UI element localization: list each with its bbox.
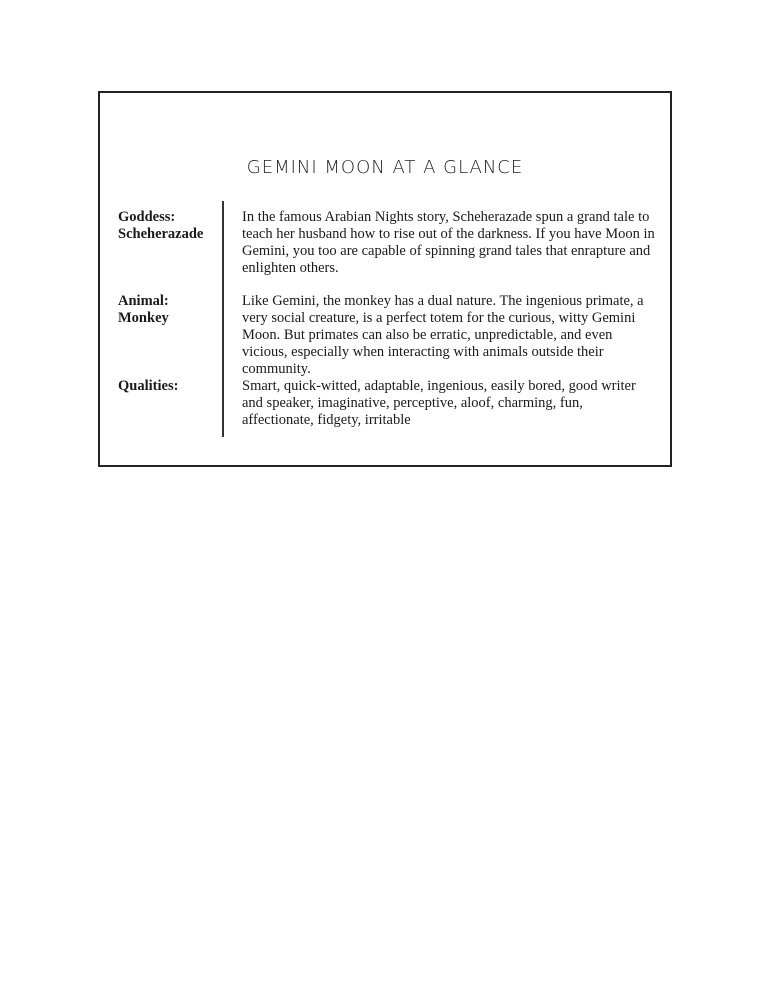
glance-card <box>98 91 672 467</box>
card-title: GEMINI MOON AT A GLANCE <box>246 157 524 178</box>
row-text: Like Gemini, the monkey has a dual nature. The ingenious primate, a very social creature, is a perfect totem for the curious, witty Gemini Moon. But primates can also be erratic, unpredictable, and even vicious, especially when interacting with animals outside their community. <box>242 293 644 377</box>
row-label: Goddess: Scheherazade <box>118 209 204 242</box>
row-label: Qualities: <box>118 378 179 394</box>
row-label: Animal: Monkey <box>118 293 169 326</box>
row-text: Smart, quick-witted, adaptable, ingenious, easily bored, good writer and speaker, imaginative, perceptive, aloof, charming, fun, affectionate, fidgety, irritable <box>242 378 636 428</box>
row-text: In the famous Arabian Nights story, Scheherazade spun a grand tale to teach her husband how to rise out of the darkness. If you have Moon in Gemini, you too are capable of spinning grand tales that enrapture and enlighten others. <box>242 209 655 276</box>
crescent-moon-icon <box>379 117 397 135</box>
vertical-divider <box>222 201 224 437</box>
